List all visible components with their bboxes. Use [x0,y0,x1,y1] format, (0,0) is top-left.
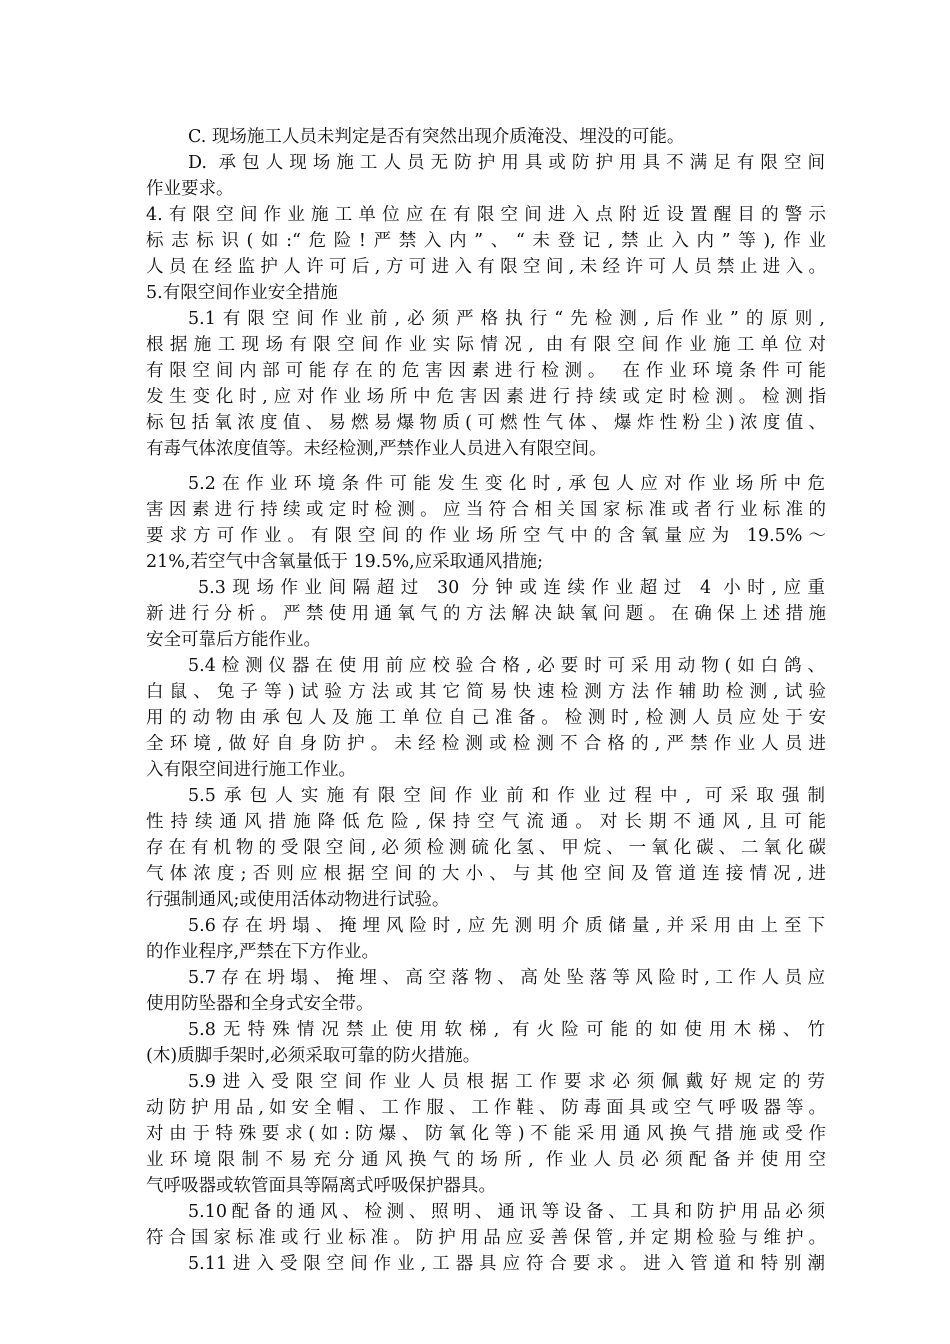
text-line: 的作业程序,严禁在下方作业。 [146,942,380,962]
text-line: 安全可靠后方能作业。 [146,630,321,650]
text-line: 5.5承包人实施有限空间作业前和作业过程中, 可采取强制 [188,786,825,806]
text-line: C. 现场施工人员未判定是否有突然出现介质淹没、埋没的可能。 [188,127,685,147]
text-line: 5.10配备的通风、检测、照明、通讯等设备、工具和防护用品必须 [188,1202,825,1222]
text-line: 全环境,做好自身防护。未经检测或检测不合格的,严禁作业人员进 [146,734,826,754]
section-heading: 5.有限空间作业安全措施 [146,283,338,303]
text-line: 5.6存在坍塌、掩埋风险时,应先测明介质储量,并采用由上至下 [188,916,825,936]
text-line: 5.2在作业环境条件可能发生变化时,承包人应对作业场所中危 [188,474,825,494]
text-line: 用的动物由承包人及施工单位自己准备。检测时,检测人员应处于安 [146,708,826,728]
text-line: 业环境限制不易充分通风换气的场所, 作业人员必须配备并使用空 [146,1150,826,1170]
text-line: (木)质脚手架时,必须采取可靠的防火措施。 [146,1046,481,1066]
text-line: 存在有机物的受限空间,必须检测硫化氢、甲烷、一氧化碳、二氧化碳 [146,838,826,858]
text-line: 对由于特殊要求(如:防爆、防氧化等)不能采用通风换气措施或受作 [146,1124,826,1144]
text-line: 5.8无特殊情况禁止使用软梯, 有火险可能的如使用木梯、竹 [188,1020,825,1040]
text-line: 标包括氧浓度值、易燃易爆物质(可燃性气体、爆炸性粉尘)浓度值、 [146,413,826,433]
text-line: 要求方可作业。有限空间的作业场所空气中的含氧量应为 19.5%～ [146,526,826,546]
text-line: 人员在经监护人许可后,方可进入有限空间,未经许可人员禁止进入。 [146,257,826,277]
text-line: 5.11进入受限空间作业,工器具应符合要求。进入管道和特别潮 [188,1254,825,1274]
text-line: 5.3现场作业间隔超过 30 分钟或连续作业超过 4 小时,应重 [198,578,825,598]
text-line: 有毒气体浓度值等。未经检测,严禁作业人员进入有限空间。 [146,439,607,459]
text-line: 行强制通风;或使用活体动物进行试验。 [146,890,450,910]
text-line: 根据施工现场有限空间作业实际情况, 由有限空间作业施工单位对 [146,335,826,355]
text-line: 发生变化时,应对作业场所中危害因素进行持续或定时检测。检测指 [146,387,826,407]
text-line: 性持续通风措施降低危险,保持空气流通。对长期不通风,且可能 [146,812,826,832]
text-line: 白鼠、兔子等)试验方法或其它简易快速检测方法作辅助检测,试验 [146,682,826,702]
text-line: 有限空间内部可能存在的危害因素进行检测。 在作业环境条件可能 [146,361,826,381]
text-line: 使用防坠器和全身式安全带。 [146,994,374,1014]
text-line: D. 承包人现场施工人员无防护用具或防护用具不满足有限空间 [188,153,825,173]
text-line: 新进行分析。严禁使用通氧气的方法解决缺氧问题。在确保上述措施 [146,604,826,624]
text-line: 动防护用品,如安全帽、工作服、工作鞋、防毒面具或空气呼吸器等。 [146,1098,826,1118]
text-line: 气呼吸器或软管面具等隔离式呼吸保护器具。 [146,1176,496,1196]
text-line: 入有限空间进行施工作业。 [146,760,356,780]
text-line: 5.9进入受限空间作业人员根据工作要求必须佩戴好规定的劳 [188,1072,825,1092]
text-line: 气体浓度;否则应根据空间的大小、与其他空间及管道连接情况,进 [146,864,826,884]
text-line: 符合国家标准或行业标准。防护用品应妥善保管,并定期检验与维护。 [146,1228,826,1248]
text-line: 5.1有限空间作业前,必须严格执行“先检测,后作业”的原则, [188,309,825,329]
text-line: 标志标识(如:“危险!严禁入内”、“未登记,禁止入内”等),作业 [146,231,826,251]
text-line: 21%,若空气中含氧量低于 19.5%,应采取通风措施; [146,552,544,572]
text-line: 5.7存在坍塌、掩埋、高空落物、高处坠落等风险时,工作人员应 [188,968,825,988]
text-line: 害因素进行持续或定时检测。应当符合相关国家标准或者行业标准的 [146,500,826,520]
text-line: 作业要求。 [146,179,234,199]
text-line: 5.4检测仪器在使用前应校验合格,必要时可采用动物(如白鸽、 [188,656,825,676]
text-line: 4.有限空间作业施工单位应在有限空间进入点附近设置醒目的警示 [146,205,826,225]
